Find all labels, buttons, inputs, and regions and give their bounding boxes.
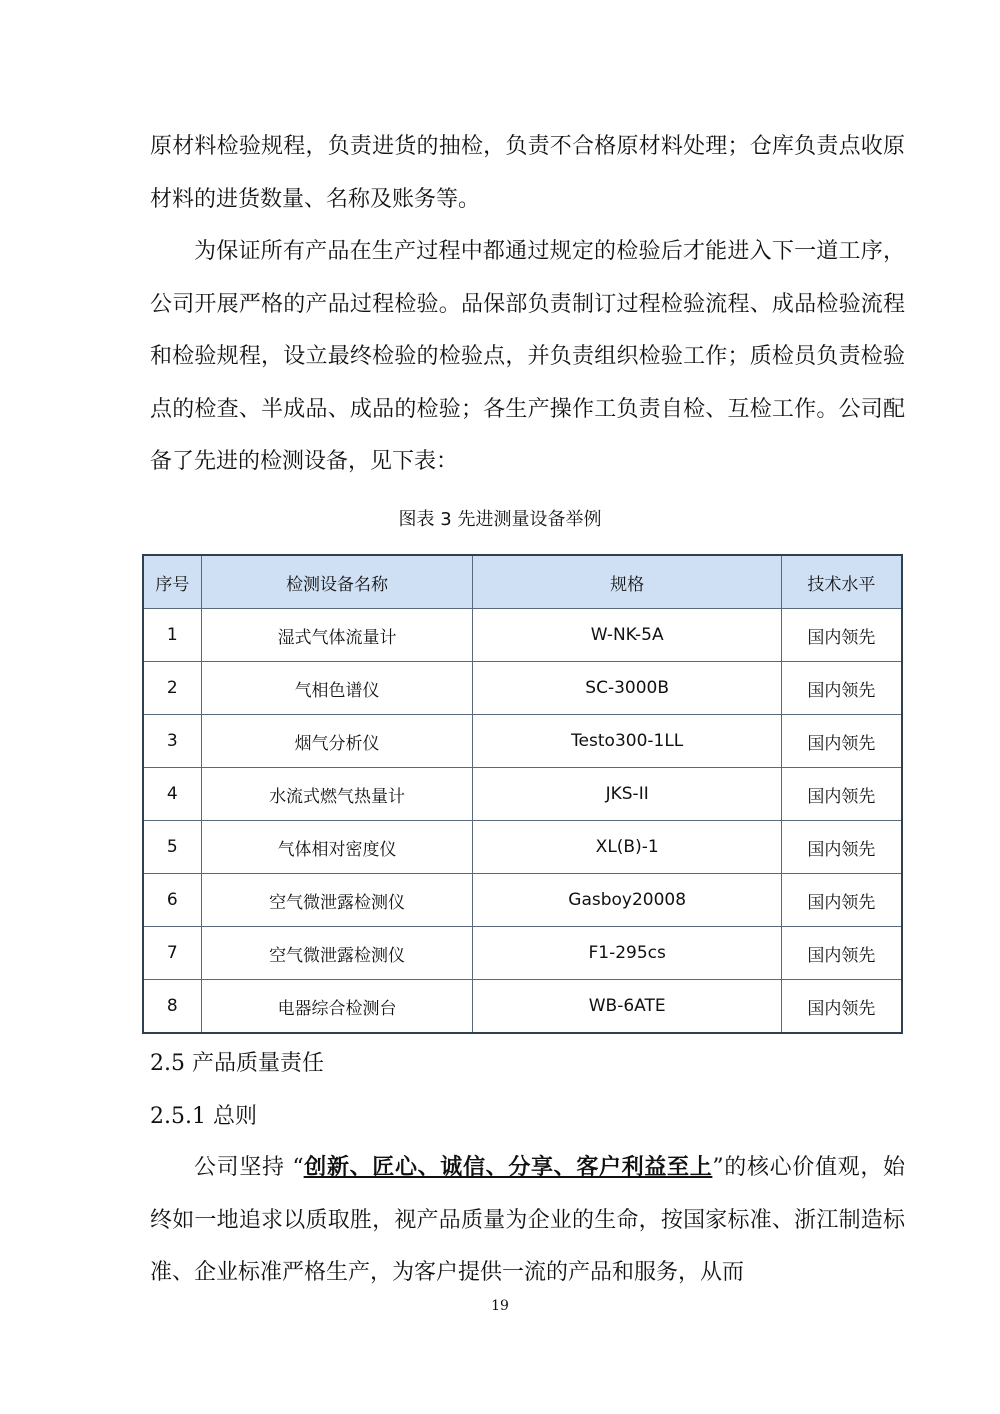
table-caption: 图表 3 先进测量设备举例 <box>398 509 602 530</box>
paragraph-core-values <box>150 1141 905 1300</box>
cell-level: 国内领先 <box>781 980 902 1034</box>
cell-name: 湿式气体流量计 <box>201 609 473 662</box>
cell-level: 国内领先 <box>781 609 902 662</box>
table-row <box>143 715 902 768</box>
table-header-row <box>143 555 902 609</box>
cell-no: 7 <box>143 927 201 980</box>
cell-spec: Testo300-1LL <box>473 715 781 768</box>
section-heading-2-5-1: 2.5.1 总则 <box>150 1104 257 1129</box>
cell-level: 国内领先 <box>781 768 902 821</box>
table-row <box>143 874 902 927</box>
table-row <box>143 609 902 662</box>
cell-name: 电器综合检测台 <box>201 980 473 1034</box>
paragraph-2: 为保证所有产品在生产过程中都通过规定的检验后才能进入下一道工序，公司开展严格的产品过程检验。品保部负责制订过程检验流程、成品检验流程和检验规程，设立最终检验的检验点，并负责组织检验工作；质检员负责检验点的检查、半成品、成品的检验；各生产操作工负责自检、互检工作。公司配备了先进的检测设备，见下表： <box>150 239 905 474</box>
equipment-table <box>142 554 903 1034</box>
cell-no: 6 <box>143 874 201 927</box>
cell-spec: JKS-II <box>473 768 781 821</box>
cell-no: 8 <box>143 980 201 1034</box>
section-heading-2-5: 2.5 产品质量责任 <box>150 1051 324 1076</box>
table-row <box>143 768 902 821</box>
core-values-rest: ”的核心价值观，始终如一地追求以质取胜，视产品质量为企业的生命，按国家标准、浙江制造标准、企业标准严格生产，为客户提供一流的产品和服务，从而 <box>150 1155 905 1285</box>
core-values-lead: 公司坚持 “ <box>194 1155 304 1180</box>
cell-no: 4 <box>143 768 201 821</box>
cell-spec: XL(B)-1 <box>473 821 781 874</box>
cell-spec: F1-295cs <box>473 927 781 980</box>
header-no: 序号 <box>143 555 201 609</box>
cell-name: 空气微泄露检测仪 <box>201 927 473 980</box>
header-name: 检测设备名称 <box>201 555 473 609</box>
cell-no: 1 <box>143 609 201 662</box>
cell-level: 国内领先 <box>781 927 902 980</box>
cell-name: 烟气分析仪 <box>201 715 473 768</box>
cell-level: 国内领先 <box>781 874 902 927</box>
cell-no: 2 <box>143 662 201 715</box>
cell-spec: SC-3000B <box>473 662 781 715</box>
cell-level: 国内领先 <box>781 715 902 768</box>
table-row <box>143 927 902 980</box>
cell-level: 国内领先 <box>781 821 902 874</box>
header-spec: 规格 <box>473 555 781 609</box>
table-row <box>143 980 902 1034</box>
cell-level: 国内领先 <box>781 662 902 715</box>
cell-name: 气体相对密度仪 <box>201 821 473 874</box>
paragraph-1: 原材料检验规程，负责进货的抽检，负责不合格原材料处理；仓库负责点收原材料的进货数量、名称及账务等。 <box>150 134 905 212</box>
table-row <box>143 821 902 874</box>
header-level: 技术水平 <box>781 555 902 609</box>
cell-spec: WB-6ATE <box>473 980 781 1034</box>
cell-no: 3 <box>143 715 201 768</box>
cell-name: 气相色谱仪 <box>201 662 473 715</box>
page-number: 19 <box>491 1298 509 1314</box>
core-values-text: 创新、匠心、诚信、分享、客户利益至上 <box>303 1154 713 1180</box>
cell-spec: Gasboy20008 <box>473 874 781 927</box>
cell-no: 5 <box>143 821 201 874</box>
table-row <box>143 662 902 715</box>
cell-name: 水流式燃气热量计 <box>201 768 473 821</box>
cell-name: 空气微泄露检测仪 <box>201 874 473 927</box>
cell-spec: W-NK-5A <box>473 609 781 662</box>
